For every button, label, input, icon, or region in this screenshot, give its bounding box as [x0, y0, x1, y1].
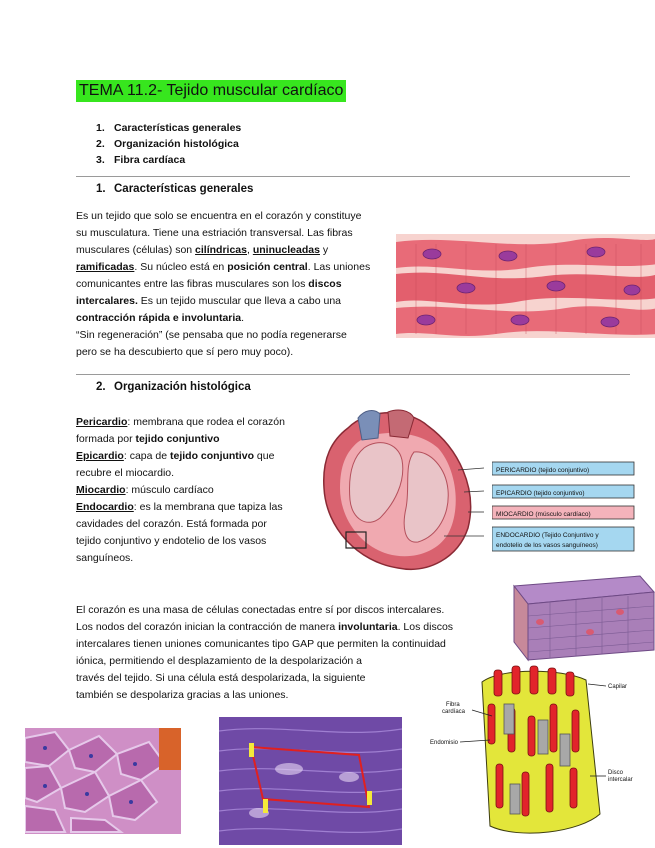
toc-item: 1. Características generales: [96, 122, 242, 134]
section1-paragraph: Es un tejido que solo se encuentra en el corazón y constituye su musculatura. Tiene una estriación transversal. Las fibras musculares (células) son cilíndricas, uninucleadas y ramificadas. Su núcleo está en posición central. Las uniones comunicantes entre las fibras musculares son los discos intercalares. Es un tejido muscular que lleva a cabo una contracción rápida e involuntaria. “Sin regeneración” (se pensaba que no podía regenerarse pero se ha descubierto que sí pero muy poco).: [76, 210, 371, 358]
label-fibra: Fibra: [446, 702, 460, 708]
label-intercalar: intercalar: [608, 777, 633, 783]
label-miocardio: MIOCARDIO (músculo cardíaco): [496, 511, 591, 518]
page-title: TEMA 11.2- Tejido muscular cardíaco: [76, 80, 346, 102]
section2-paragraph: Pericardio: membrana que rodea el corazón formada por tejido conjuntivo Epicardio: capa de tejido conjuntivo que recubre el miocardio. Miocardio: músculo cardíaco Endocardio: es la membrana que tapiza las cavidades del corazón. Está formada por tejido conjuntivo y endotelio de los vasos sanguíneos.: [76, 416, 285, 564]
micrograph-cross-section: [25, 728, 181, 834]
label-capilar: Capilar: [608, 684, 628, 690]
label-endomisio: Endomisio: [430, 740, 459, 746]
micrograph-longitudinal-section: [219, 717, 402, 845]
label-cardiaca: cardíaca: [442, 709, 466, 715]
cardiac-tissue-block-illustration: [500, 572, 655, 664]
divider: [76, 176, 630, 177]
label-epicardio: EPICARDIO (tejido conjuntivo): [496, 490, 585, 497]
capillary-diagram: [430, 664, 652, 846]
divider: [76, 374, 630, 375]
label-endocardio-2: endotelio de los vasos sanguíneos): [496, 542, 598, 549]
heart-labels: [492, 460, 638, 570]
label-endocardio-1: ENDOCARDIO (Tejido Conjuntivo y: [496, 532, 599, 539]
table-of-contents: [96, 120, 241, 168]
toc-item: 2. Organización histológica: [96, 138, 239, 150]
section2-heading: 2. Organización histológica: [96, 381, 251, 393]
label-pericardio: PERICARDIO (tejido conjuntivo): [496, 467, 590, 474]
label-disco: Disco: [608, 770, 624, 776]
heart-illustration: [318, 408, 484, 578]
section3-paragraph: El corazón es una masa de células conectadas entre sí por discos intercalares. Los nodos del corazón inician la contracción de manera involuntaria. Los discos intercalares tienen uniones comunicantes tipo GAP que permiten la continuidad iónica, permitiendo el desplazamiento de la despolarización a través del tejido. Si una célula está despolarizada, la siguiente también se despolariza gracias a las uniones.: [76, 604, 454, 701]
cardiac-muscle-illustration: [396, 234, 655, 338]
section1-heading: 1. Características generales: [96, 183, 254, 195]
toc-item: 3. Fibra cardíaca: [96, 154, 186, 166]
